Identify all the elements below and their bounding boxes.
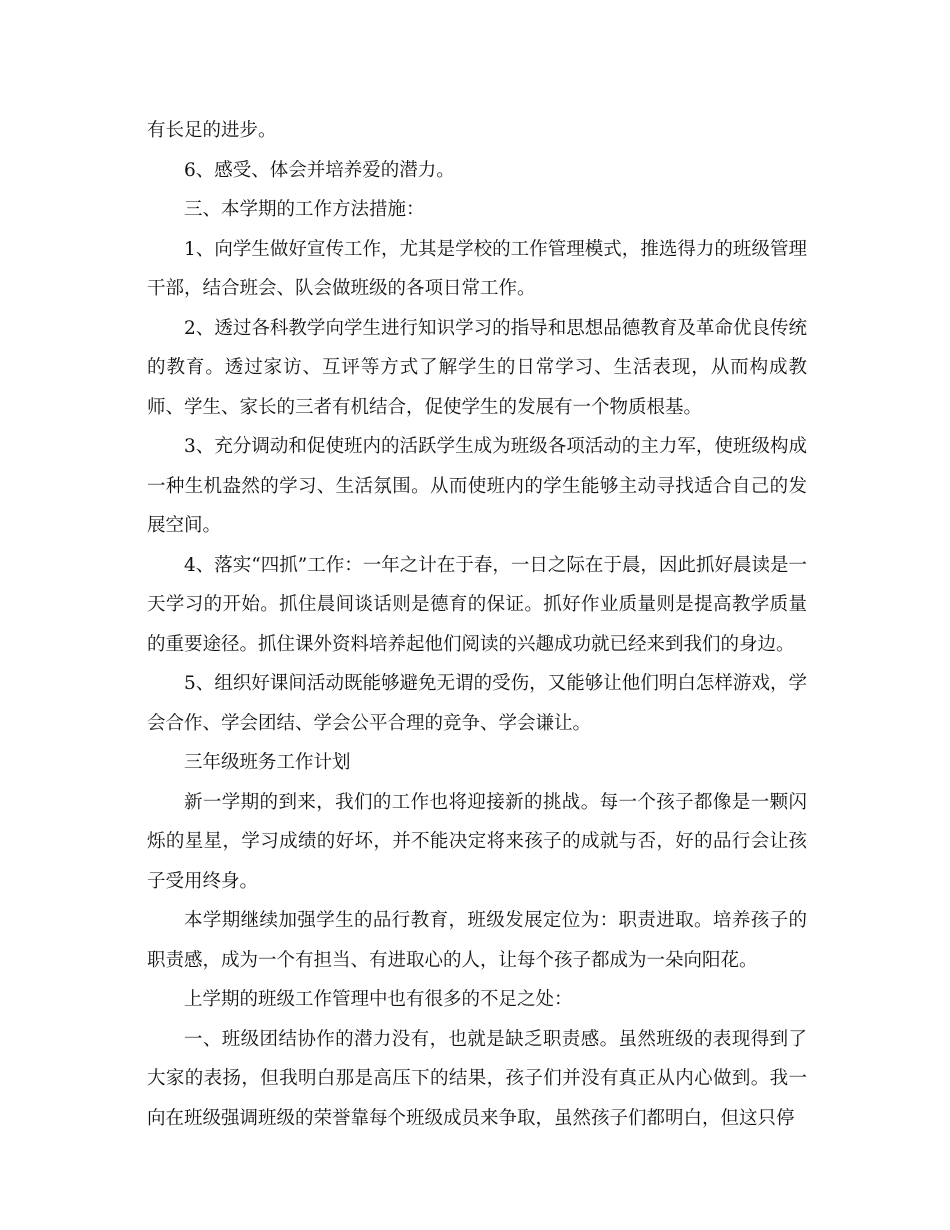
document-body: [147, 111, 807, 1138]
paragraph-positioning: 本学期继续加强学生的品行教育，班级发展定位为：职责进取。培养孩子的职责感，成为一个有担当、有进取心的人，让每个孩子都成为一朵向阳花。: [147, 910, 807, 971]
paragraph-method-2: 2、透过各科教学向学生进行知识学习的指导和思想品德教育及革命优良传统的教育。透过家访、互评等方式了解学生的日常学习、生活表现，从而构成教师、学生、家长的三者有机结合，促使学生的发展有一个物质根基。: [147, 317, 807, 418]
paragraph-method-3: 3、充分调动和促使班内的活跃学生成为班级各项活动的主力军，使班级构成一种生机盎然的学习、生活氛围。从而使班内的学生能够主动寻找适合自己的发展空间。: [147, 436, 807, 536]
paragraph-shortcoming-1: 一、班级团结协作的潜力没有，也就是缺乏职责感。虽然班级的表现得到了大家的表扬，但我明白那是高压下的结果，孩子们并没有真正从内心做到。我一向在班级强调班级的荣誉靠每个班级成员来争取，虽然孩子们都明白，但这只停: [147, 1028, 807, 1129]
paragraph-method-5: 5、组织好课间活动既能够避免无谓的受伤，又能够让他们明白怎样游戏，学会合作、学会团结、学会公平合理的竞争、学会谦让。: [147, 673, 807, 734]
paragraph-method-1: 1、向学生做好宣传工作，尤其是学校的工作管理模式，推选得力的班级管理干部，结合班会、队会做班级的各项日常工作。: [147, 238, 807, 299]
paragraph-method-4: 4、落实“四抓”工作：一年之计在于春，一日之际在于晨，因此抓好晨读是一天学习的开始。抓住晨间谈话则是德育的保证。抓好作业质量则是提高教学质量的重要途径。抓住课外资料培养起他们阅读的兴趣成功就已经来到我们的身边。: [147, 554, 807, 655]
section-heading-methods: 三、本学期的工作方法措施：: [184, 199, 425, 220]
paragraph-goal-6: 6、感受、体会并培养爱的潜力。: [184, 159, 455, 181]
paragraph-continuation: 有长足的进步。: [147, 120, 277, 141]
paragraph-shortcomings-heading: 上学期的班级工作管理中也有很多的不足之处：: [184, 989, 573, 1010]
document-title: 三年级班务工作计划: [184, 752, 351, 773]
paragraph-intro: 新一学期的到来，我们的工作也将迎接新的挑战。每一个孩子都像是一颗闪烁的星星，学习成绩的好坏，并不能决定将来孩子的成就与否，好的品行会让孩子受用终身。: [147, 791, 807, 892]
